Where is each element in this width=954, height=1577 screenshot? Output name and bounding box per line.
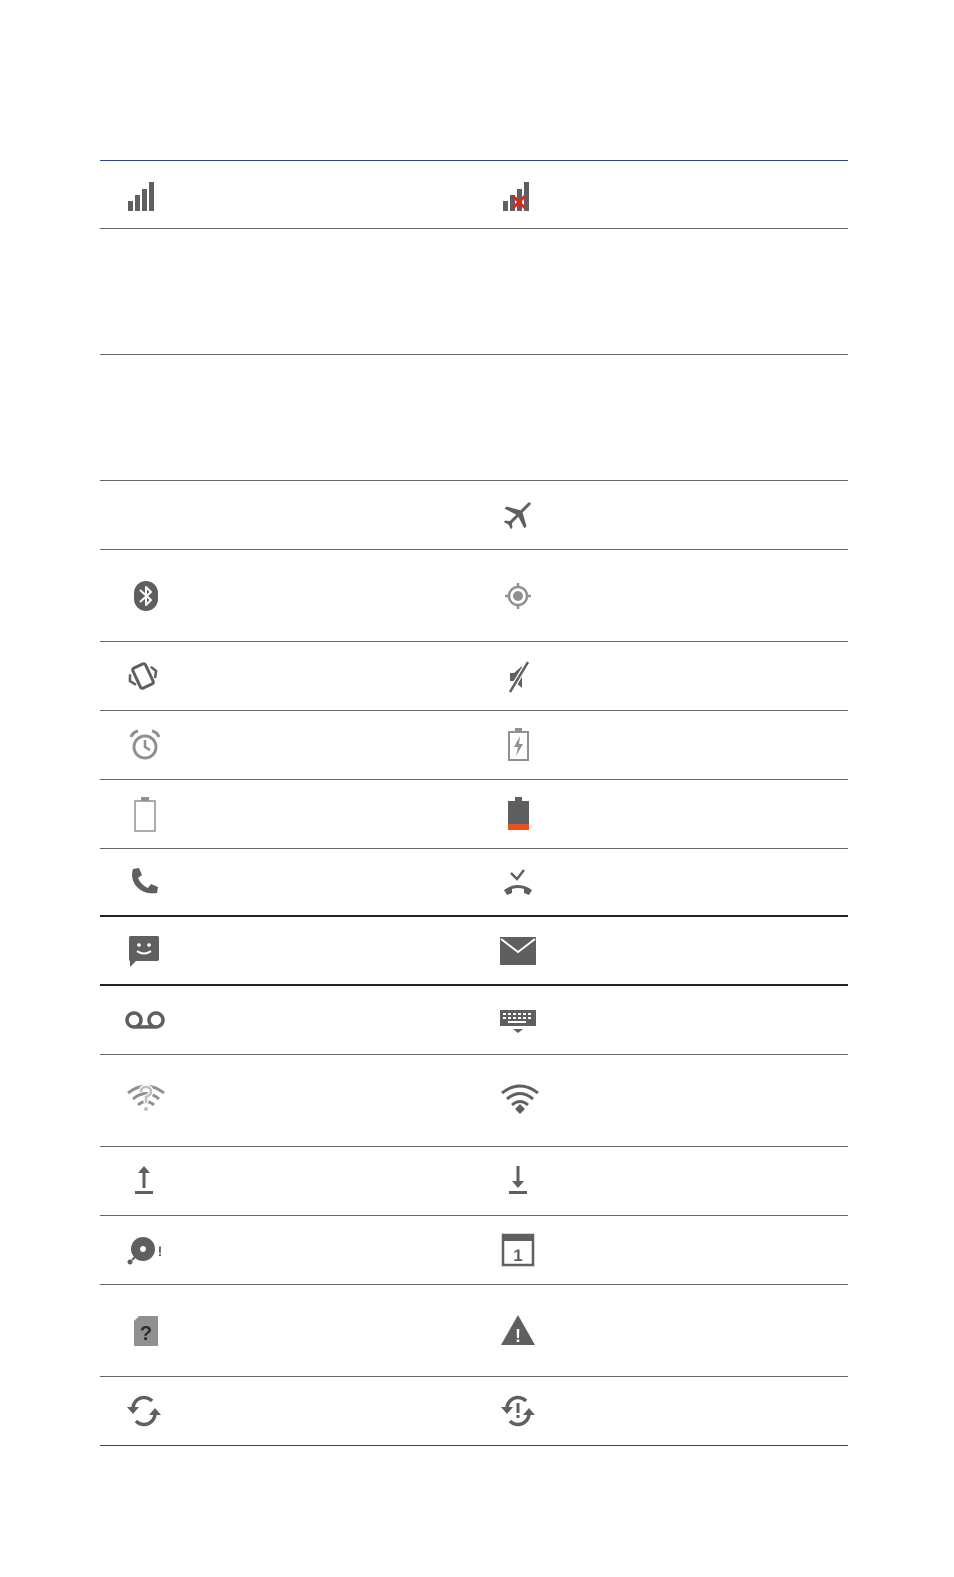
table-row — [100, 711, 848, 780]
bluetooth-icon — [124, 550, 184, 641]
warning-icon — [498, 1285, 558, 1376]
no-signal-icon — [498, 161, 558, 228]
table-row — [100, 550, 848, 642]
table-row — [100, 917, 848, 986]
warning-mark: ! — [515, 1325, 521, 1346]
calendar-day: 1 — [513, 1246, 523, 1265]
call-in-progress-icon — [124, 849, 184, 915]
silent-mode-icon — [498, 642, 558, 710]
battery-empty-icon — [124, 780, 184, 848]
status-icon-table — [100, 160, 848, 1446]
storage-full-icon — [124, 1216, 184, 1284]
airplane-mode-icon — [498, 481, 558, 549]
table-row — [100, 642, 848, 711]
battery-charging-icon — [498, 711, 558, 779]
missed-call-icon — [498, 849, 558, 915]
table-row — [100, 229, 848, 355]
keyboard-icon — [498, 986, 558, 1054]
table-row — [100, 1147, 848, 1216]
table-row — [100, 780, 848, 849]
table-row — [100, 986, 848, 1055]
sync-failed-icon — [498, 1377, 558, 1445]
table-row — [100, 160, 848, 229]
table-row — [100, 1377, 848, 1446]
signal-strength-icon — [124, 161, 184, 228]
new-email-icon — [498, 917, 558, 984]
sim-mark: ? — [139, 1322, 153, 1345]
uploading-icon — [124, 1147, 184, 1215]
alarm-icon — [124, 711, 184, 779]
table-row — [100, 1055, 848, 1147]
table-row — [100, 355, 848, 481]
table-row — [100, 1285, 848, 1377]
no-sim-icon — [124, 1285, 184, 1376]
table-row — [100, 481, 848, 550]
new-message-icon — [124, 917, 184, 984]
wifi-unavailable-icon — [124, 1055, 184, 1146]
sync-icon — [124, 1377, 184, 1445]
table-row — [100, 849, 848, 917]
downloading-icon — [498, 1147, 558, 1215]
storage-mark: ! — [157, 1243, 163, 1259]
vibrate-mode-icon — [124, 642, 184, 710]
location-icon — [498, 550, 558, 641]
voicemail-icon — [124, 986, 184, 1054]
table-row — [100, 1216, 848, 1285]
calendar-event-icon — [498, 1216, 558, 1284]
wifi-connected-icon — [498, 1055, 558, 1146]
battery-low-icon — [498, 780, 558, 848]
